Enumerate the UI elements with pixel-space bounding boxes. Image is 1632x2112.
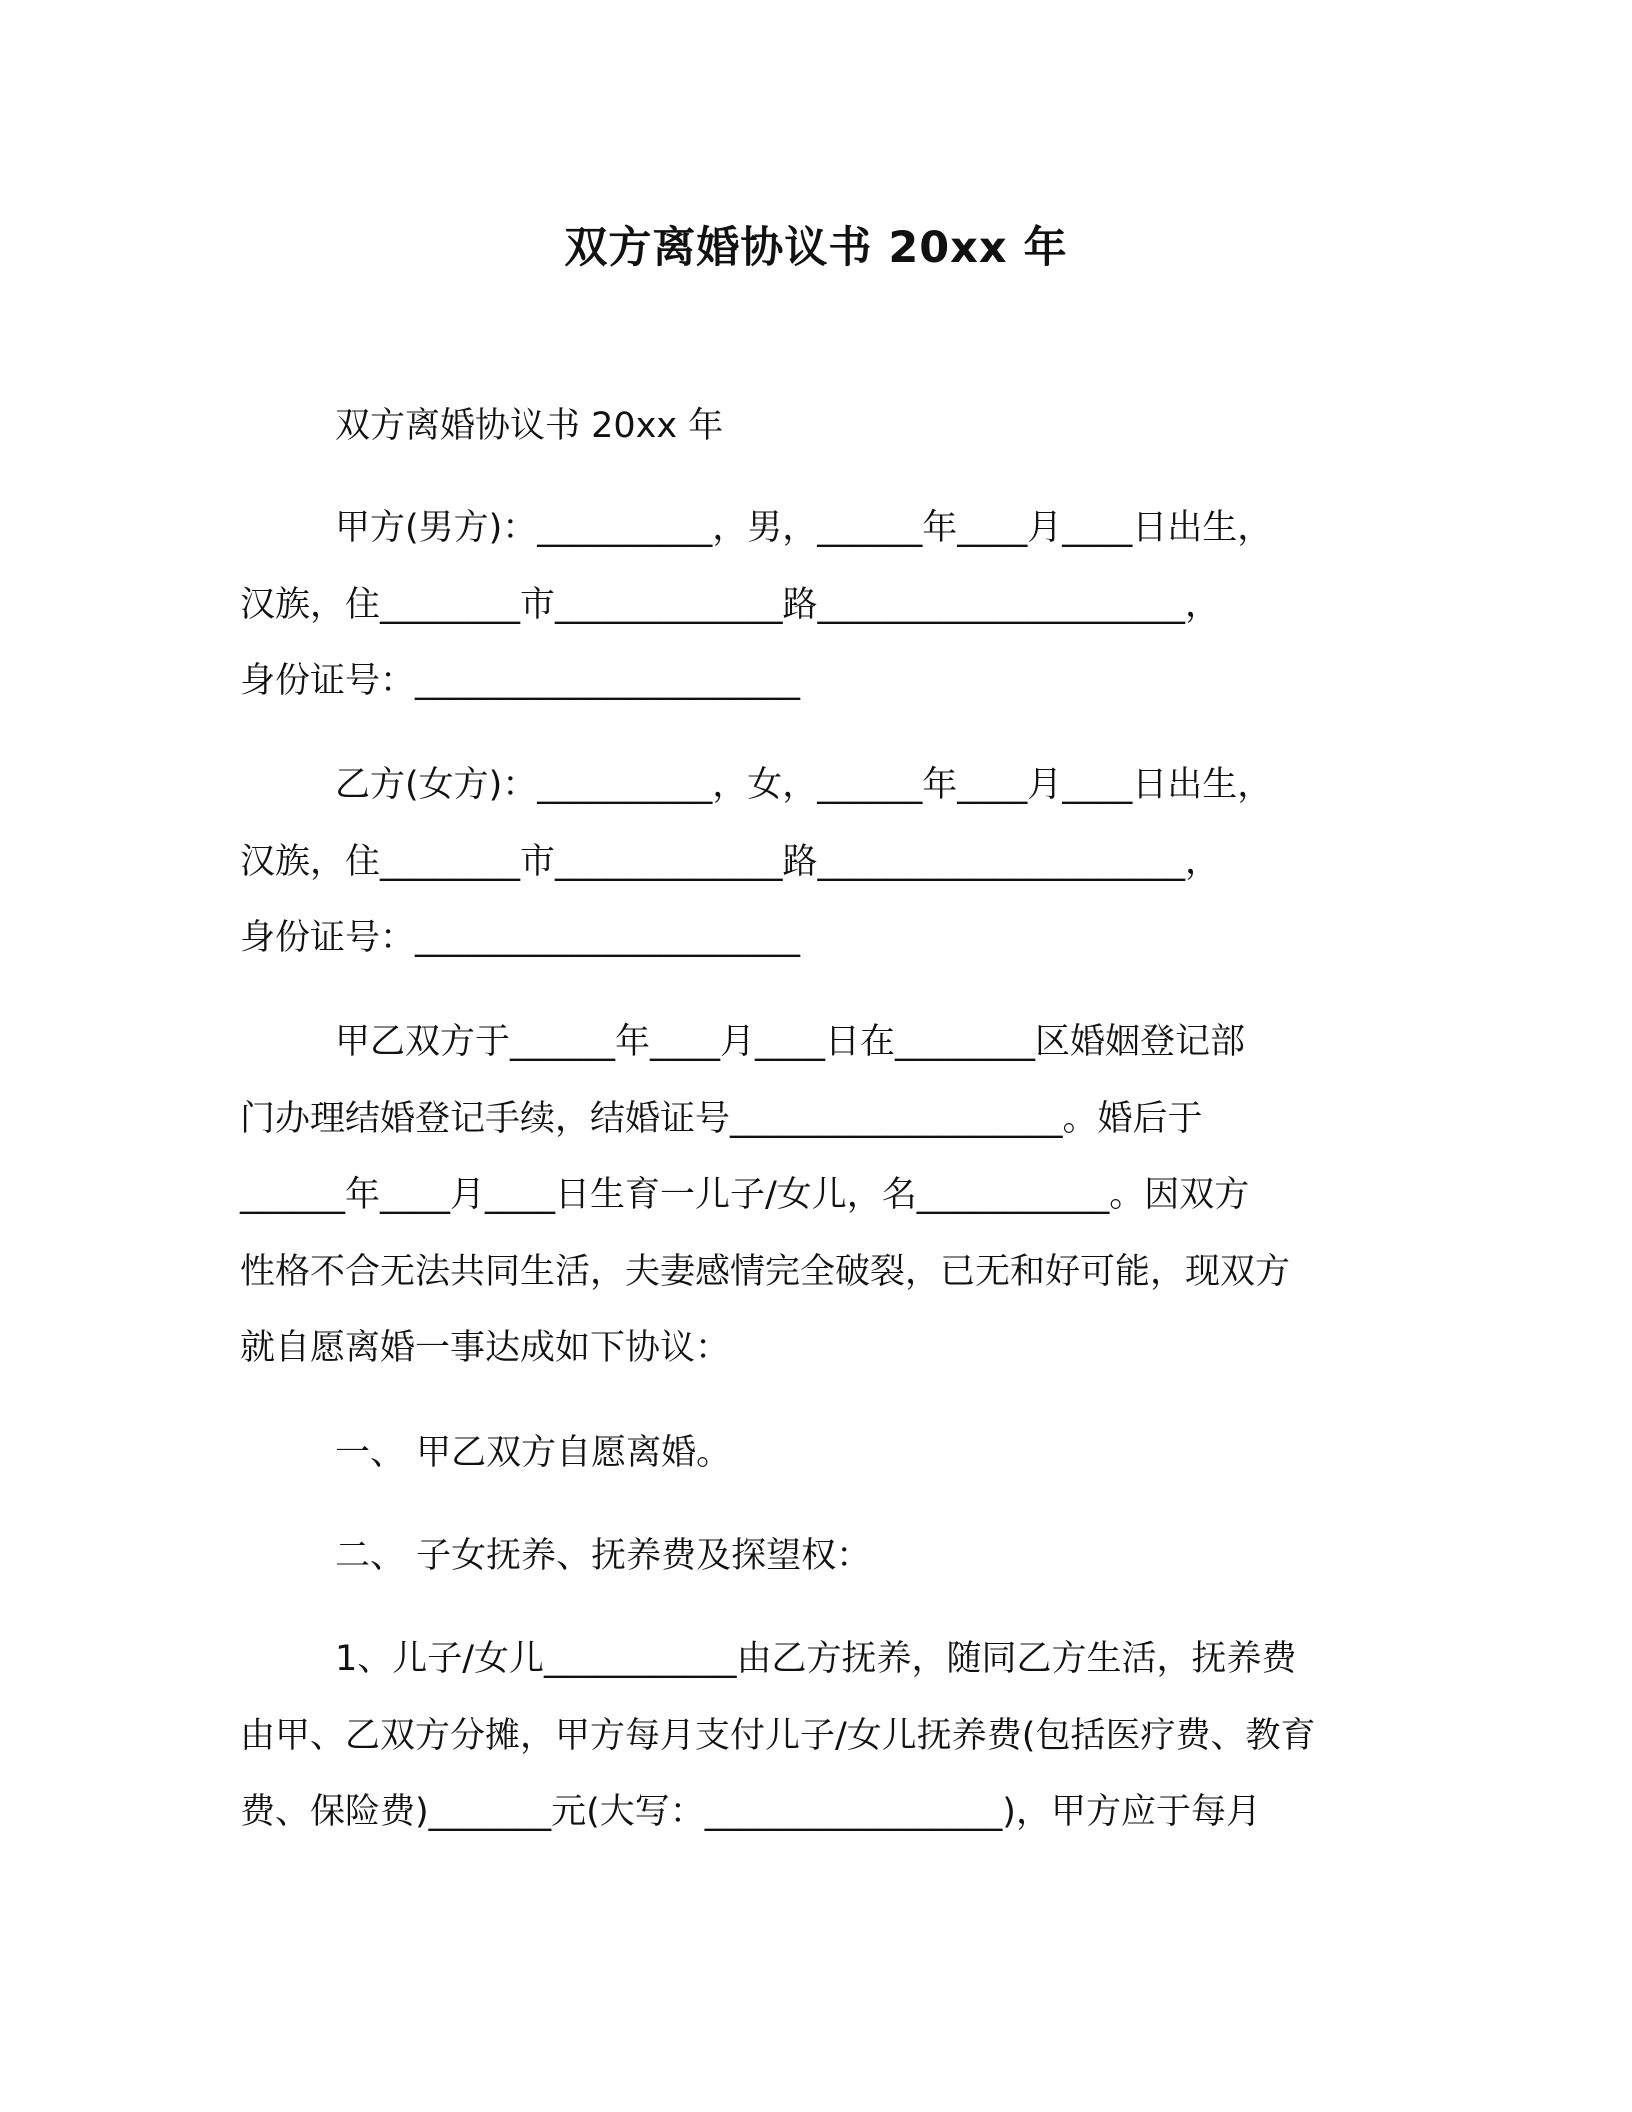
party-a-paragraph xyxy=(240,490,1400,720)
paragraph-line: 汉族，住________市_____________路_____________________， xyxy=(240,584,1221,625)
paragraph-line: 1、儿子/女儿___________由乙方抚养，随同乙方生活，抚养费 xyxy=(335,1639,1297,1679)
paragraph-line: 性格不合无法共同生活，夫妻感情完全破裂，已无和好可能，现双方 xyxy=(240,1251,1291,1292)
paragraph-line: 乙方(女方)：__________，女，______年____月____日出生， xyxy=(335,765,1273,805)
clause-one xyxy=(240,1415,1400,1492)
subtitle-paragraph xyxy=(240,388,1400,465)
paragraph-line: 由甲、乙双方分摊，甲方每月支付儿子/女儿抚养费(包括医疗费、教育 xyxy=(240,1715,1316,1756)
paragraph-line: 身份证号：______________________ xyxy=(240,918,801,958)
paragraph-line: 身份证号：______________________ xyxy=(240,661,801,701)
paragraph-line: ______年____月____日生育一儿子/女儿，名___________。因双方 xyxy=(240,1175,1250,1215)
party-b-paragraph xyxy=(240,747,1400,977)
clause-two-heading xyxy=(240,1518,1400,1595)
marriage-details-paragraph xyxy=(240,1004,1400,1387)
paragraph-line: 双方离婚协议书 20xx 年 xyxy=(335,406,724,446)
paragraph-line: 二、 子女抚养、抚养费及探望权： xyxy=(335,1536,872,1576)
document-title: 双方离婚协议书 20xx 年 xyxy=(564,223,1068,273)
paragraph-line: 甲方(男方)：__________，男，______年____月____日出生， xyxy=(335,508,1273,548)
clause-two-item-1 xyxy=(240,1621,1400,1851)
paragraph-line: 一、 甲乙双方自愿离婚。 xyxy=(335,1433,732,1473)
paragraph-line: 汉族，住________市_____________路_____________________， xyxy=(240,841,1221,882)
paragraph-line: 就自愿离婚一事达成如下协议： xyxy=(240,1328,731,1368)
paragraph-line: 费、保险费)_______元(大写：_________________)，甲方应于每月 xyxy=(240,1792,1261,1832)
paragraph-line: 甲乙双方于______年____月____日在________区婚姻登记部 xyxy=(335,1022,1246,1062)
paragraph-line: 门办理结婚登记手续，结婚证号___________________。婚后于 xyxy=(240,1098,1203,1139)
